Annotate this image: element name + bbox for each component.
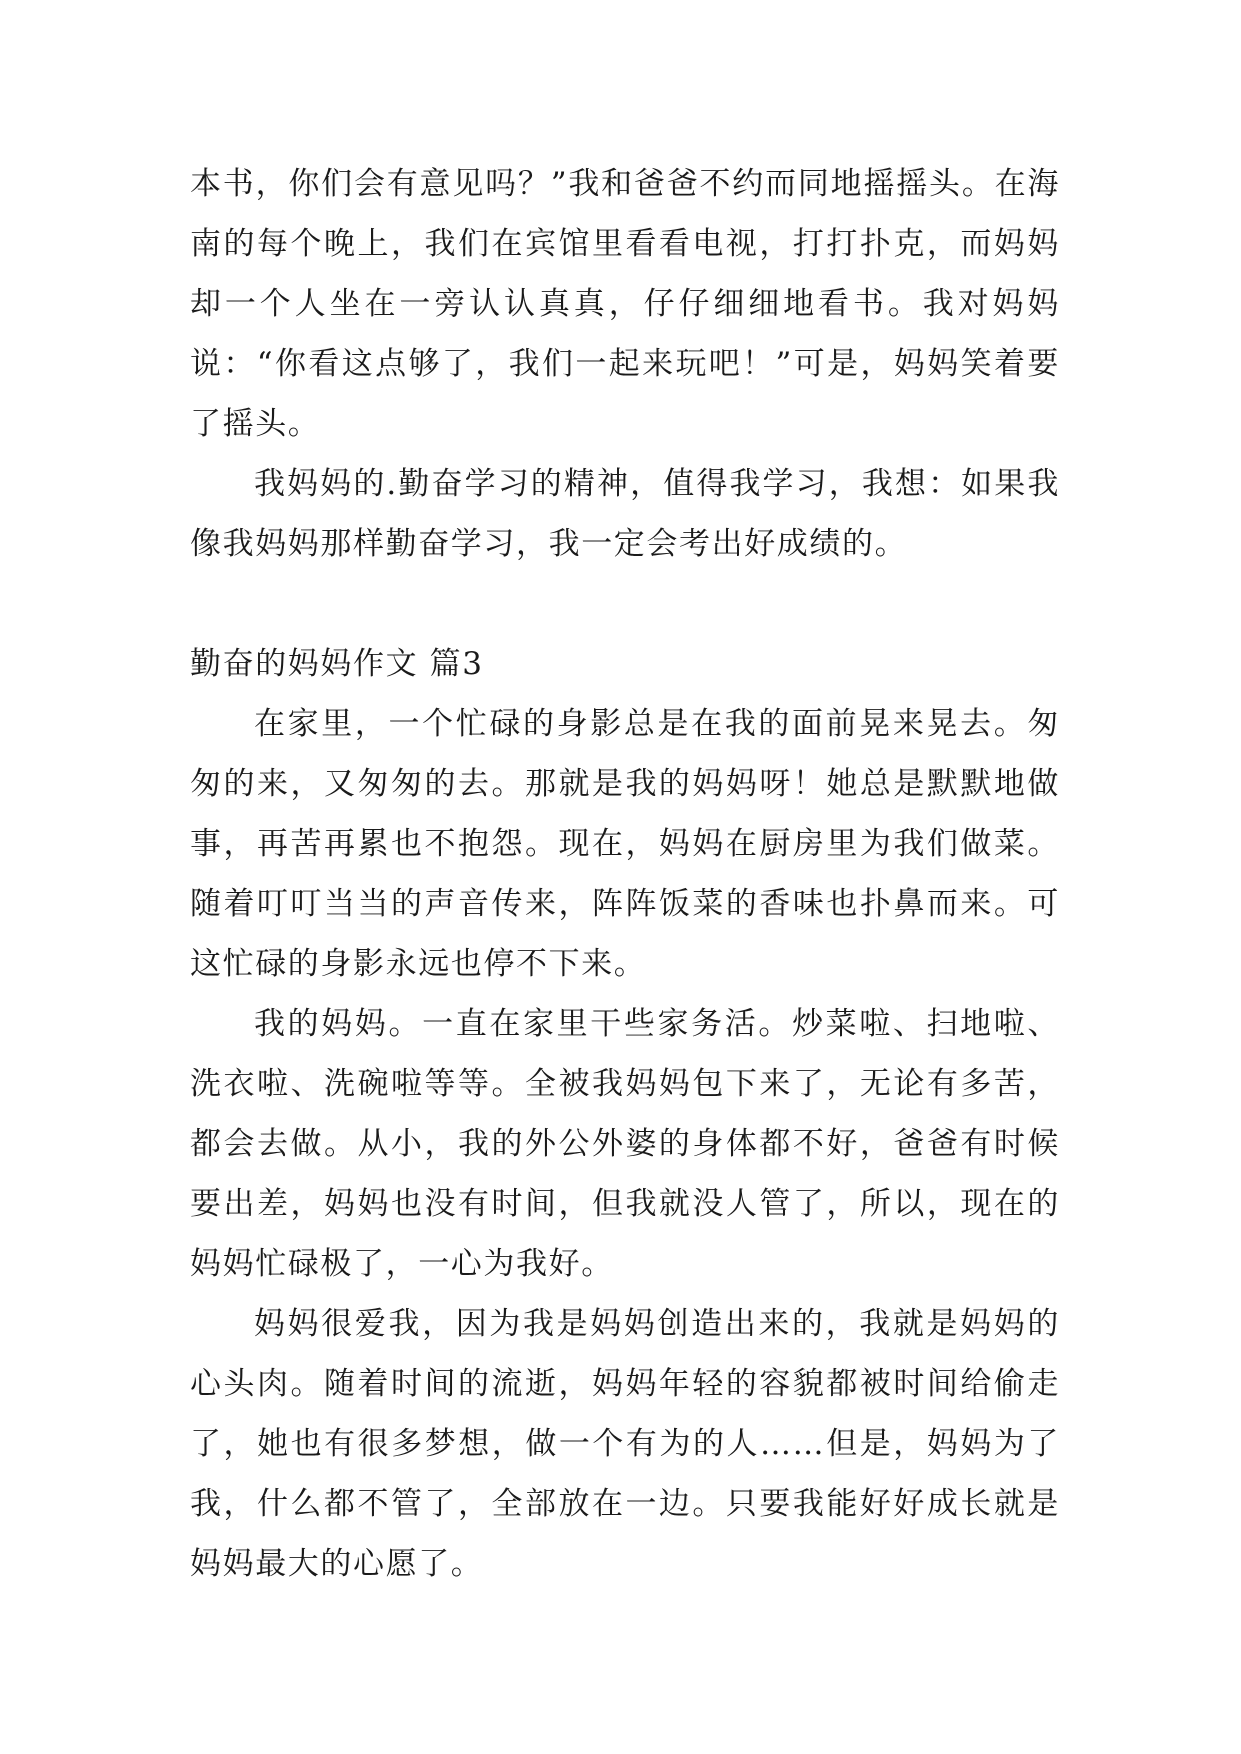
paragraph: 在家里，一个忙碌的身影总是在我的面前晃来晃去。匆匆的来，又匆匆的去。那就是我的妈妈呀！她总是默默地做事，再苦再累也不抱怨。现在，妈妈在厨房里为我们做菜。随着叮叮当当的声音传来，阵阵饭菜的香味也扑鼻而来。可这忙碌的身影永远也停不下来。 <box>190 706 1060 982</box>
section-spacer <box>190 574 1060 634</box>
paragraph: 我的妈妈。一直在家里干些家务活。炒菜啦、扫地啦、洗衣啦、洗碗啦等等。全被我妈妈包下来了，无论有多苦，都会去做。从小，我的外公外婆的身体都不好，爸爸有时候要出差，妈妈也没有时间，但我就没人管了，所以，现在的妈妈忙碌极了，一心为我好。 <box>190 1006 1060 1282</box>
paragraph-continued: 本书，你们会有意见吗？”我和爸爸不约而同地摇摇头。在海南的每个晚上，我们在宾馆里看看电视，打打扑克，而妈妈却一个人坐在一旁认认真真，仔仔细细地看书。我对妈妈说：“你看这点够了，我们一起来玩吧！”可是，妈妈笑着要了摇头。 <box>190 166 1060 442</box>
paragraph: 妈妈很爱我，因为我是妈妈创造出来的，我就是妈妈的心头肉。随着时间的流逝，妈妈年轻的容貌都被时间给偷走了，她也有很多梦想，做一个有为的人……但是，妈妈为了我，什么都不管了，全部放在一边。只要我能好好成长就是妈妈最大的心愿了。 <box>190 1306 1060 1582</box>
section-title: 勤奋的妈妈作文 篇3 <box>190 646 484 682</box>
paragraph: 我妈妈的.勤奋学习的精神，值得我学习，我想：如果我像我妈妈那样勤奋学习，我一定会考出好成绩的。 <box>190 466 1060 562</box>
document-body <box>190 154 1060 1594</box>
